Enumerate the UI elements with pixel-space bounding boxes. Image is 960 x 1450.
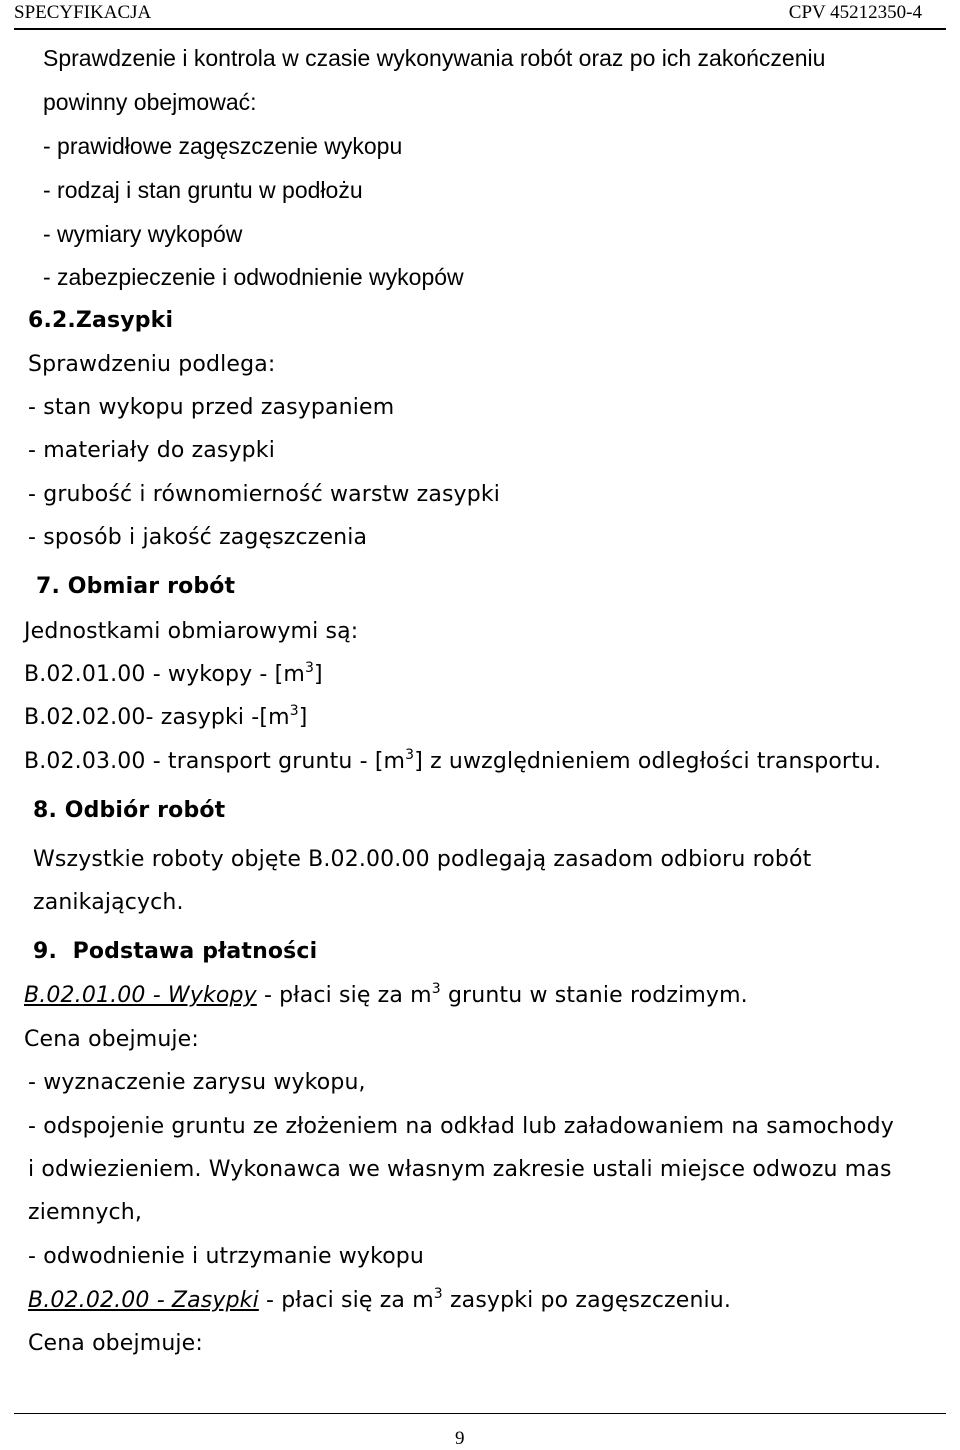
- unit-zasypki: B.02.02.00- zasypki $-[m^3]$: [24, 703, 308, 730]
- section-6-2-item: - grubość i równomierność warstw zasypki: [28, 482, 500, 507]
- section-7-heading: 7. Obmiar robót: [36, 574, 236, 599]
- payment-item: - odwodnienie i utrzymanie wykopu: [28, 1244, 425, 1269]
- payment-item: i odwiezieniem. Wykonawca we własnym zakresie ustali miejsce odwozu mas: [28, 1157, 892, 1182]
- section-6-2-item: - sposób i jakość zagęszczenia: [28, 525, 368, 550]
- intro-item: - wymiary wykopów: [43, 221, 243, 247]
- page-number: 9: [455, 1428, 465, 1449]
- section-8-heading: 8. Odbiór robót: [33, 798, 226, 823]
- payment-item: ziemnych,: [28, 1200, 142, 1225]
- payment-zasypki: B.02.02.00 - Zasypki - płaci się za $m^3$ zasypki po zagęszczeniu.: [28, 1286, 732, 1313]
- footer-rule: [14, 1413, 946, 1414]
- section-6-2-item: - materiały do zasypki: [28, 438, 275, 463]
- section-8-line-2: zanikających.: [33, 890, 184, 915]
- header-left: SPECYFIKACJA: [14, 2, 152, 23]
- payment-wykopy: B.02.01.00 - Wykopy - płaci się za $m^3$ gruntu w stanie rodzimym.: [24, 981, 748, 1008]
- section-8-line-1: Wszystkie roboty objęte B.02.00.00 podlegają zasadom odbioru robót: [33, 847, 812, 872]
- header-rule: [14, 28, 946, 30]
- intro-item: - rodzaj i stan gruntu w podłożu: [43, 177, 363, 203]
- section-9-heading: 9. Podstawa płatności: [33, 939, 318, 964]
- section-6-2-item: - stan wykopu przed zasypaniem: [28, 395, 395, 420]
- unit-transport: B.02.03.00 - transport gruntu - $[m^3]$ z uwzględnieniem odległości transportu.: [24, 747, 882, 774]
- section-6-2-heading: 6.2.Zasypki: [28, 308, 174, 333]
- cena-obejmuje-2: Cena obejmuje:: [28, 1331, 203, 1356]
- intro-item: - prawidłowe zagęszczenie wykopu: [43, 133, 403, 159]
- payment-item: - wyznaczenie zarysu wykopu,: [28, 1070, 366, 1095]
- payment-item: - odspojenie gruntu ze złożeniem na odkład lub załadowaniem na samochody: [28, 1114, 894, 1139]
- intro-line-1: Sprawdzenie i kontrola w czasie wykonywania robót oraz po ich zakończeniu: [43, 45, 826, 71]
- unit-wykopy: B.02.01.00 - wykopy - $[m^3]$: [24, 660, 323, 687]
- cena-obejmuje-1: Cena obejmuje:: [24, 1027, 199, 1052]
- intro-item: - zabezpieczenie i odwodnienie wykopów: [43, 264, 464, 290]
- section-7-lead: Jednostkami obmiarowymi są:: [24, 619, 359, 644]
- intro-line-2: powinny obejmować:: [43, 89, 257, 115]
- section-6-2-lead: Sprawdzeniu podlega:: [28, 352, 276, 377]
- header-right: CPV 45212350-4: [788, 2, 922, 23]
